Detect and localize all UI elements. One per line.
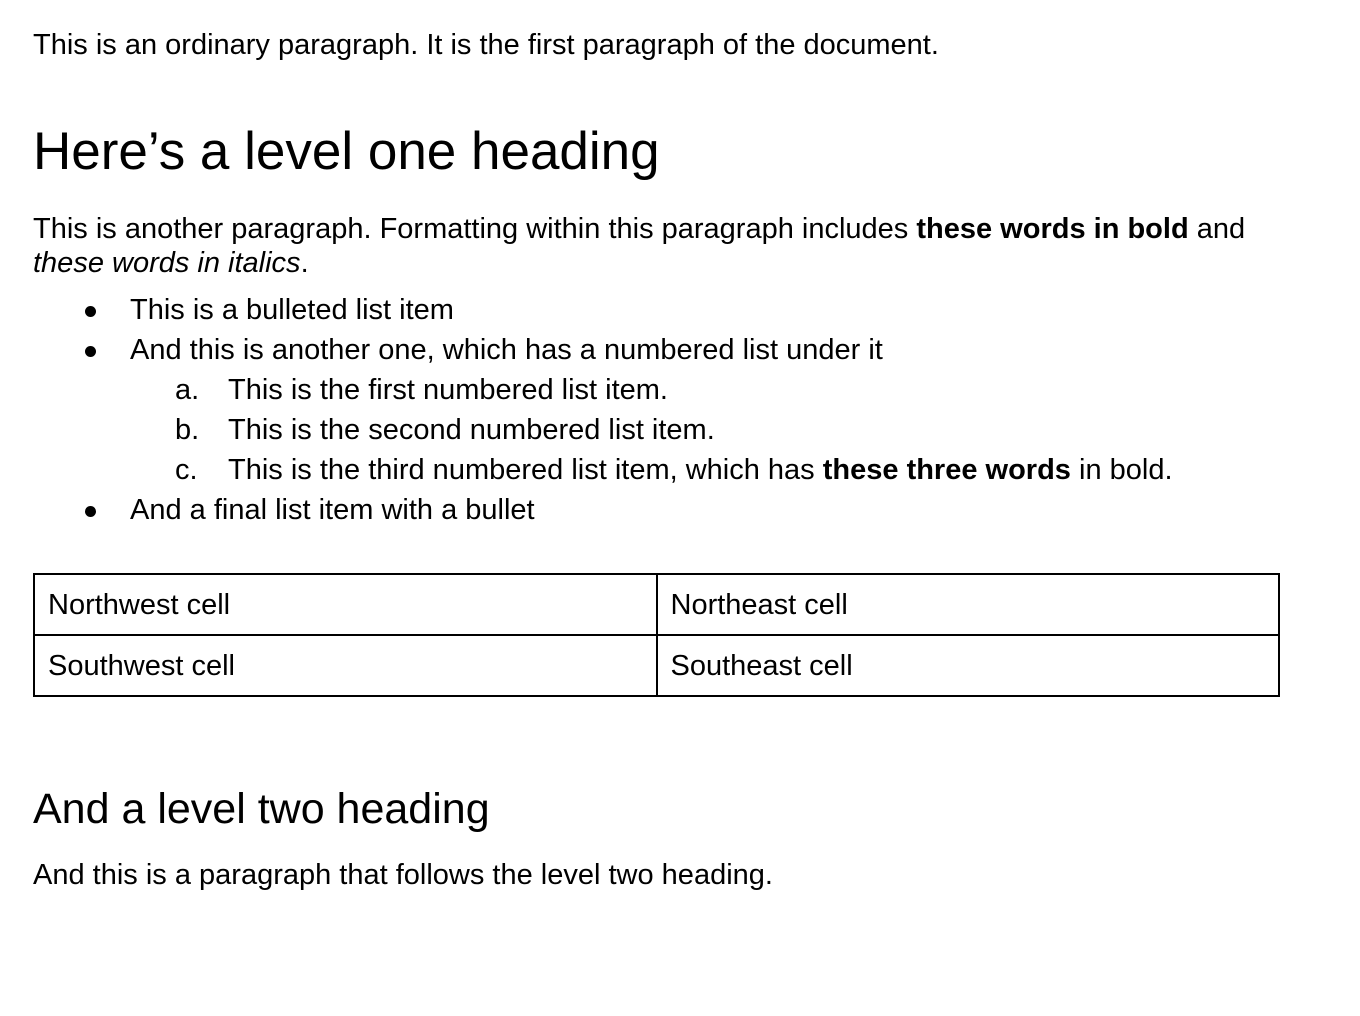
- paragraph-first: This is an ordinary paragraph. It is the first paragraph of the document.: [33, 29, 939, 61]
- table-cell-southeast: Southeast cell: [657, 635, 1280, 696]
- heading-level-1: Here’s a level one heading: [33, 122, 660, 181]
- numbered-list-item: [33, 410, 1280, 450]
- list-marker-c: c.: [175, 454, 198, 486]
- table-cell-southwest: Southwest cell: [34, 635, 657, 696]
- table-cell-northeast: Northeast cell: [657, 574, 1280, 635]
- bulleted-list: [33, 290, 1280, 530]
- bold-text: these three words: [822, 454, 1071, 486]
- bullet-item-label: This is a bulleted list item: [130, 294, 454, 326]
- table-row: [34, 574, 1279, 635]
- bullet-item-label: And this is another one, which has a numbered list under it: [130, 334, 883, 366]
- document-table: [33, 573, 1280, 697]
- bullet-item-label: And a final list item with a bullet: [130, 494, 535, 526]
- numbered-item-text-start: This is the third numbered list item, which has: [228, 454, 823, 486]
- bullet-icon: [85, 306, 96, 317]
- bullet-list-item: [33, 290, 1280, 330]
- document-page: [0, 28, 1280, 892]
- bold-text: these words in bold: [916, 213, 1189, 245]
- paragraph-text-middle: and: [1188, 213, 1246, 245]
- numbered-item-text-end: in bold.: [1070, 454, 1173, 486]
- bullet-list-item: [33, 490, 1280, 530]
- paragraph-text-start: This is another paragraph. Formatting within this paragraph includes: [33, 213, 917, 245]
- numbered-list-item: [33, 370, 1280, 410]
- heading-level-2: And a level two heading: [33, 785, 490, 833]
- numbered-item-label: This is the second numbered list item.: [228, 414, 715, 446]
- table-row: [34, 635, 1279, 696]
- italic-text: these words in italics: [33, 247, 301, 279]
- table-cell-northwest: Northwest cell: [34, 574, 657, 635]
- paragraph-after-heading-2: And this is a paragraph that follows the level two heading.: [33, 859, 773, 891]
- bullet-icon: [85, 346, 96, 357]
- numbered-item-label: This is the first numbered list item.: [228, 374, 668, 406]
- bullet-list-item: [33, 330, 1280, 370]
- numbered-list-item: [33, 450, 1280, 490]
- paragraph-with-formatting: [33, 212, 1280, 280]
- list-marker-b: b.: [175, 414, 200, 446]
- list-marker-a: a.: [175, 374, 200, 406]
- bullet-icon: [85, 506, 96, 517]
- paragraph-text-end: .: [300, 247, 309, 279]
